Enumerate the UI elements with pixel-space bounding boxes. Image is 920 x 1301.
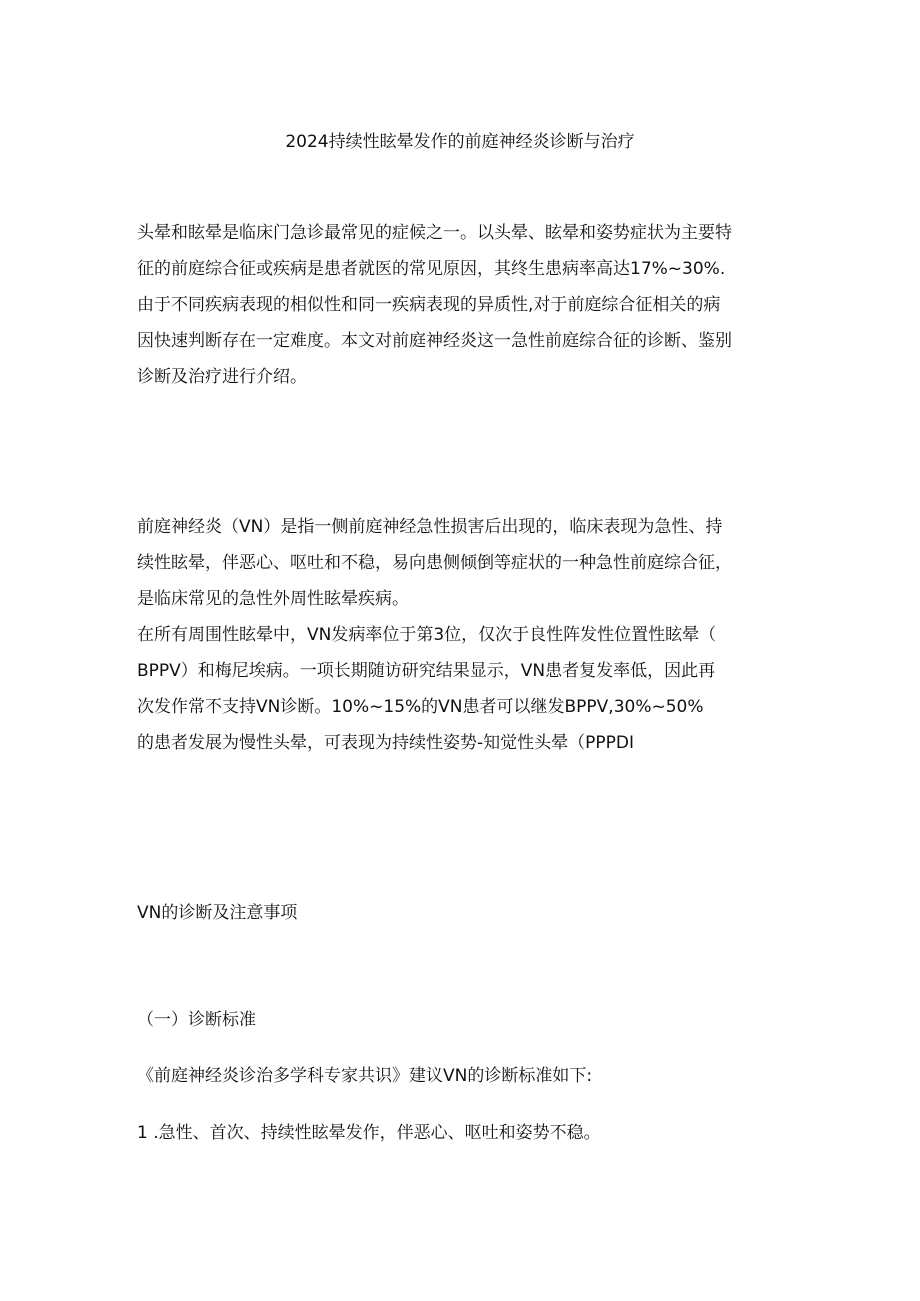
vn-paragraph <box>137 509 807 761</box>
subsection-heading: （一）诊断标准 <box>137 1010 256 1030</box>
paragraph-line: 次发作常不支持VN诊断。10%~15%的VN患者可以继发BPPV,30%~50% <box>137 697 704 717</box>
paragraph-line: 由于不同疾病表现的相似性和同一疾病表现的异质性,对于前庭综合征相关的病 <box>137 295 721 315</box>
paragraph-line: 因快速判断存在一定难度。本文对前庭神经炎这一急性前庭综合征的诊断、鉴别 <box>137 331 732 351</box>
section-heading: VN的诊断及注意事项 <box>137 903 298 923</box>
document-title: 2024持续性眩晕发作的前庭神经炎诊断与治疗 <box>285 132 635 152</box>
paragraph-line: 在所有周围性眩晕中，VN发病率位于第3位，仅次于良性阵发性位置性眩晕（ <box>137 625 717 645</box>
paragraph-line: BPPV）和梅尼埃病。一项长期随访研究结果显示，VN患者复发率低，因此再 <box>137 661 716 681</box>
paragraph-line: 续性眩晕，伴恶心、呕吐和不稳，易向患侧倾倒等症状的一种急性前庭综合征， <box>137 553 732 573</box>
paragraph-line: 的患者发展为慢性头晕，可表现为持续性姿势-知觉性头晕（PPPDI <box>137 733 634 753</box>
intro-paragraph <box>137 215 807 395</box>
criteria-item: 1 .急性、首次、持续性眩晕发作，伴恶心、呕吐和姿势不稳。 <box>137 1123 601 1143</box>
paragraph-line: 是临床常见的急性外周性眩晕疾病。 <box>137 589 409 609</box>
paragraph-line: 前庭神经炎（VN）是指一侧前庭神经急性损害后出现的，临床表现为急性、持 <box>137 517 723 537</box>
criteria-intro: 《前庭神经炎诊治多学科专家共识》建议VN的诊断标准如下: <box>137 1066 593 1086</box>
paragraph-line: 征的前庭综合征或疾病是患者就医的常见原因，其终生患病率高达17%~30%. <box>137 259 726 279</box>
paragraph-line: 诊断及治疗进行介绍。 <box>137 367 307 387</box>
paragraph-line: 头晕和眩晕是临床门急诊最常见的症候之一。以头晕、眩晕和姿势症状为主要特 <box>137 223 732 243</box>
